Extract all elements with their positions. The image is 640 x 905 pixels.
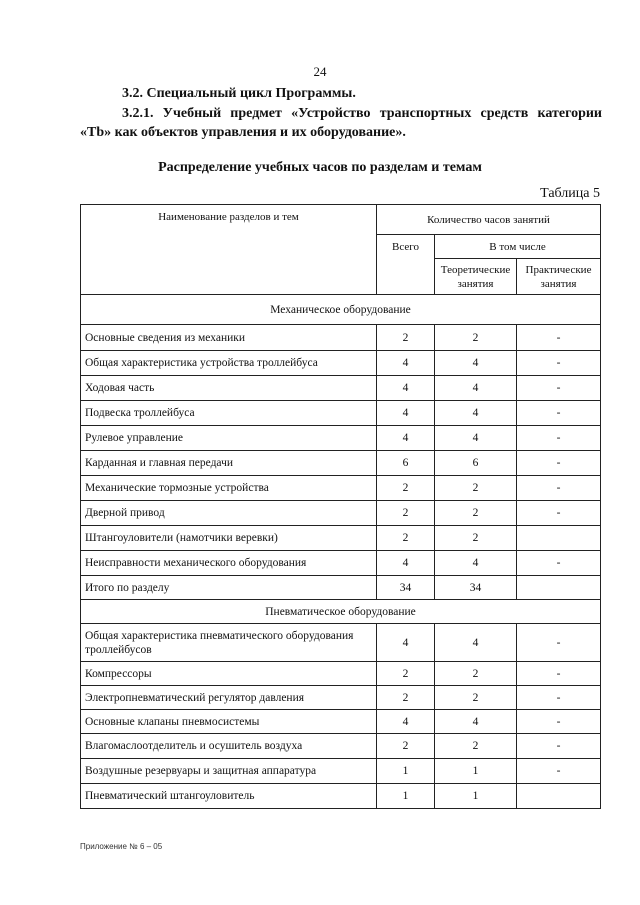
- table-row: [81, 401, 601, 426]
- practice-hours: -: [517, 476, 601, 501]
- practice-hours: -: [517, 325, 601, 351]
- total-hours: 4: [377, 351, 435, 376]
- table-row: [81, 710, 601, 734]
- table-row: [81, 784, 601, 809]
- theory-hours: 4: [435, 401, 517, 426]
- practice-hours: -: [517, 710, 601, 734]
- header-hours: Количество часов занятий: [377, 205, 601, 235]
- section-title: Механическое оборудование: [81, 295, 601, 325]
- practice-hours: [517, 576, 601, 600]
- topic-name: Общая характеристика устройства троллейбуса: [81, 351, 377, 376]
- theory-hours: 2: [435, 476, 517, 501]
- total-hours: 2: [377, 476, 435, 501]
- theory-hours: 2: [435, 325, 517, 351]
- practice-hours: -: [517, 624, 601, 662]
- total-hours: 34: [377, 576, 435, 600]
- total-hours: 6: [377, 451, 435, 476]
- total-hours: 2: [377, 526, 435, 551]
- table-row: [81, 686, 601, 710]
- total-hours: 4: [377, 401, 435, 426]
- theory-hours: 1: [435, 759, 517, 784]
- theory-hours: 4: [435, 426, 517, 451]
- theory-hours: 2: [435, 526, 517, 551]
- table-caption: Таблица 5: [540, 186, 600, 201]
- total-hours: 1: [377, 759, 435, 784]
- header-row-1: [81, 205, 601, 235]
- topic-name: Карданная и главная передачи: [81, 451, 377, 476]
- total-hours: 2: [377, 325, 435, 351]
- header-total: Всего: [377, 235, 435, 295]
- topic-name: Влагомаслоотделитель и осушитель воздуха: [81, 734, 377, 759]
- total-hours: 4: [377, 551, 435, 576]
- section-heading: 3.2. Специальный цикл Программы.: [122, 86, 356, 101]
- table-row: [81, 426, 601, 451]
- total-hours: 4: [377, 376, 435, 401]
- table-body: [81, 205, 601, 809]
- table-row: [81, 376, 601, 401]
- practice-hours: -: [517, 686, 601, 710]
- header-including: В том числе: [435, 235, 601, 259]
- total-hours: 2: [377, 686, 435, 710]
- header-name: Наименование разделов и тем: [81, 205, 377, 295]
- table-row: [81, 501, 601, 526]
- topic-name: Рулевое управление: [81, 426, 377, 451]
- section-row: [81, 600, 601, 624]
- practice-hours: -: [517, 426, 601, 451]
- hours-table: [80, 204, 601, 809]
- table-row: [81, 576, 601, 600]
- topic-name: Механические тормозные устройства: [81, 476, 377, 501]
- page-number: 24: [313, 64, 327, 79]
- practice-hours: -: [517, 451, 601, 476]
- theory-hours: 4: [435, 710, 517, 734]
- topic-name: Штангоуловители (намотчики веревки): [81, 526, 377, 551]
- total-hours: 4: [377, 624, 435, 662]
- theory-hours: 4: [435, 551, 517, 576]
- section-title: Пневматическое оборудование: [81, 600, 601, 624]
- topic-name: Подвеска троллейбуса: [81, 401, 377, 426]
- topic-name: Ходовая часть: [81, 376, 377, 401]
- theory-hours: 2: [435, 501, 517, 526]
- practice-hours: [517, 784, 601, 809]
- theory-hours: 2: [435, 686, 517, 710]
- table-row: [81, 759, 601, 784]
- topic-name: Основные клапаны пневмосистемы: [81, 710, 377, 734]
- practice-hours: -: [517, 376, 601, 401]
- header-practice: Практические занятия: [517, 259, 601, 295]
- theory-hours: 1: [435, 784, 517, 809]
- topic-name: Воздушные резервуары и защитная аппаратура: [81, 759, 377, 784]
- theory-hours: 34: [435, 576, 517, 600]
- total-hours: 1: [377, 784, 435, 809]
- table-row: [81, 662, 601, 686]
- total-hours: 4: [377, 426, 435, 451]
- topic-name: Компрессоры: [81, 662, 377, 686]
- header-theory: Теоретические занятия: [435, 259, 517, 295]
- table-row: [81, 624, 601, 662]
- theory-hours: 2: [435, 662, 517, 686]
- topic-name: Электропневматический регулятор давления: [81, 686, 377, 710]
- topic-name: Дверной привод: [81, 501, 377, 526]
- footer-note: Приложение № 6 – 05: [80, 842, 163, 851]
- topic-name: Неисправности механического оборудования: [81, 551, 377, 576]
- table-row: [81, 451, 601, 476]
- theory-hours: 4: [435, 624, 517, 662]
- practice-hours: -: [517, 759, 601, 784]
- practice-hours: -: [517, 351, 601, 376]
- practice-hours: -: [517, 734, 601, 759]
- table-row: [81, 476, 601, 501]
- distribution-heading: Распределение учебных часов по разделам и темам: [158, 160, 482, 175]
- topic-name: Общая характеристика пневматического оборудования троллейбусов: [81, 624, 377, 662]
- theory-hours: 6: [435, 451, 517, 476]
- total-hours: 2: [377, 501, 435, 526]
- table-row: [81, 351, 601, 376]
- practice-hours: -: [517, 501, 601, 526]
- topic-name: Пневматический штангоуловитель: [81, 784, 377, 809]
- practice-hours: -: [517, 551, 601, 576]
- total-hours: 4: [377, 710, 435, 734]
- practice-hours: -: [517, 401, 601, 426]
- table-row: [81, 734, 601, 759]
- total-hours: 2: [377, 734, 435, 759]
- topic-name: Итого по разделу: [81, 576, 377, 600]
- table-row: [81, 325, 601, 351]
- theory-hours: 4: [435, 351, 517, 376]
- table-row: [81, 526, 601, 551]
- practice-hours: [517, 526, 601, 551]
- table-row: [81, 551, 601, 576]
- theory-hours: 4: [435, 376, 517, 401]
- total-hours: 2: [377, 662, 435, 686]
- topic-name: Основные сведения из механики: [81, 325, 377, 351]
- section-row: [81, 295, 601, 325]
- practice-hours: -: [517, 662, 601, 686]
- theory-hours: 2: [435, 734, 517, 759]
- subject-heading: 3.2.1. Учебный предмет «Устройство транспортных средств категории «Tb» как объектов управления и их оборудование».: [80, 106, 602, 140]
